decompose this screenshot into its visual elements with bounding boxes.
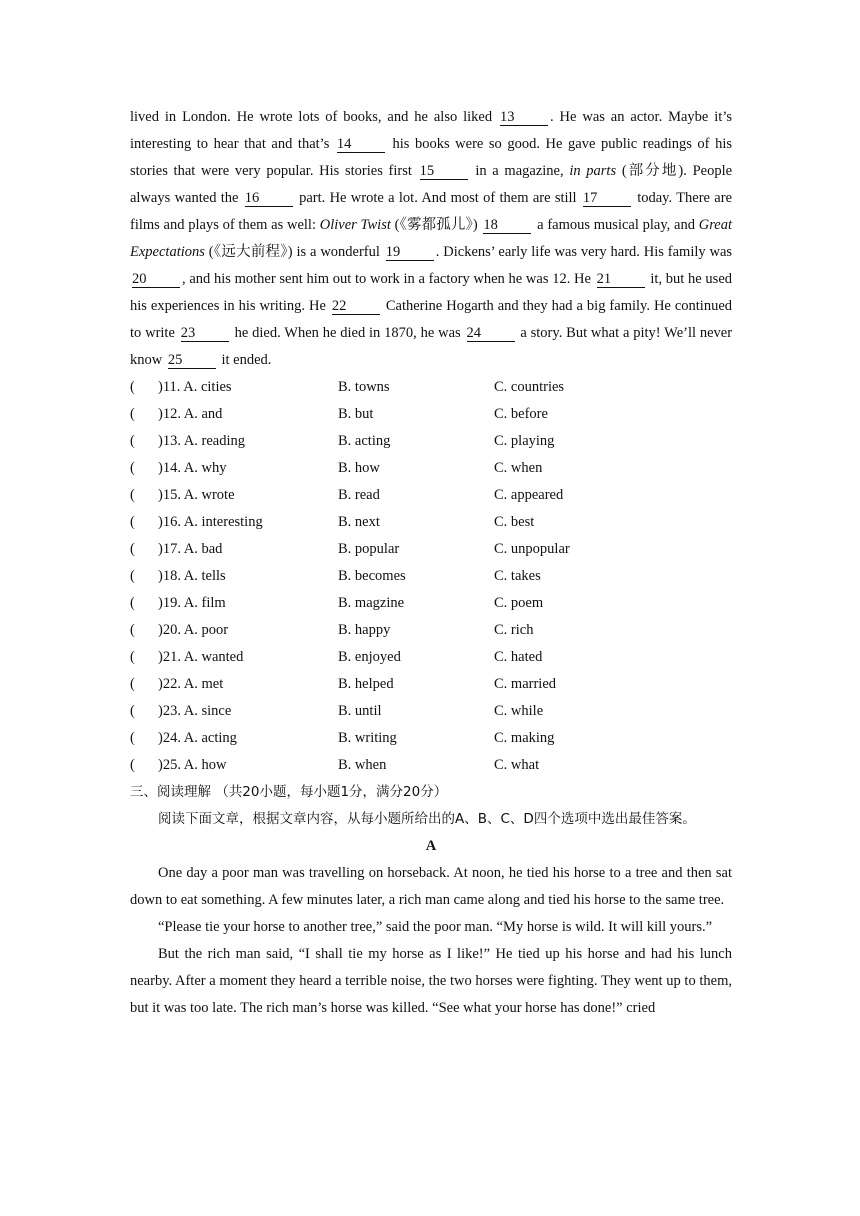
question-row (130, 374, 732, 401)
blank-13: 13 (500, 110, 548, 126)
cloze-text: Hogarth and they had a big family. He continued to write (130, 298, 733, 341)
option-b: B. happy (338, 622, 391, 638)
option-a: )18. A. tells (158, 568, 226, 584)
question-row (130, 455, 732, 482)
cloze-text: he was 12. He (508, 271, 591, 287)
cloze-text-italic: in parts (569, 163, 617, 179)
cloze-text: today. (637, 190, 673, 206)
cloze-text-italic: Great Expectations (130, 217, 733, 260)
cloze-text: . Dickens’ early life (435, 244, 551, 260)
passage-paragraph: “Please tie your horse to another tree,” said the poor man. “My horse is wild. It will kill yours.” (158, 919, 713, 935)
cloze-text: musical play, and (593, 217, 695, 233)
cloze-text: his stories that were very popular. His stories first (130, 136, 732, 179)
option-a: )23. A. since (158, 703, 232, 719)
answer-paren[interactable]: ( (130, 541, 135, 557)
option-c: C. countries (494, 379, 565, 395)
question-row (130, 563, 732, 590)
question-row (130, 428, 732, 455)
option-a: )20. A. poor (158, 622, 229, 638)
option-b: B. next (338, 514, 380, 530)
option-c: C. hated (494, 649, 543, 665)
option-b: B. until (338, 703, 382, 719)
cloze-text: , and his mother sent him out to work in a factory when (182, 271, 505, 287)
blank-20: 20 (132, 272, 180, 288)
answer-paren[interactable]: ( (130, 649, 135, 665)
blank-18: 18 (483, 218, 531, 234)
answer-paren[interactable]: ( (130, 703, 135, 719)
option-b: B. helped (338, 676, 394, 692)
option-c: C. making (494, 730, 555, 746)
option-c: C. poem (494, 595, 544, 611)
option-c: C. rich (494, 622, 534, 638)
passage-paragraph: But the rich man said, “I shall tie my horse as I like!” He tied up his horse and had his lunch nearby. After a moment they heard a terrible noise, the two horses were fighting. They went up to them, but it was too late. The rich man’s horse was killed. “See what your horse has done!” cried (130, 946, 732, 1016)
option-b: B. but (338, 406, 374, 422)
document-page (130, 104, 732, 1022)
option-b: B. writing (338, 730, 397, 746)
option-a: )11. A. cities (158, 379, 232, 395)
blank-21: 21 (597, 272, 645, 288)
cloze-text: was very hard. His family was (554, 244, 733, 260)
cloze-text: his books were so good. He gave public readings of (392, 136, 710, 152)
answer-paren[interactable]: ( (130, 622, 135, 638)
question-row (130, 698, 732, 725)
answer-paren[interactable]: ( (130, 406, 135, 422)
question-list (130, 374, 732, 779)
question-row (130, 536, 732, 563)
option-a: )15. A. wrote (158, 487, 235, 503)
blank-15: 15 (420, 164, 468, 180)
option-a: )24. A. acting (158, 730, 237, 746)
question-row (130, 752, 732, 779)
question-row (130, 509, 732, 536)
cloze-text: 1870, he was (384, 325, 461, 341)
blank-25: 25 (168, 353, 216, 369)
answer-paren[interactable]: ( (130, 676, 135, 692)
option-a: )25. A. how (158, 757, 227, 773)
option-b: B. acting (338, 433, 391, 449)
answer-paren[interactable]: ( (130, 757, 135, 773)
option-c: C. when (494, 460, 543, 476)
cloze-text: always wanted the (130, 190, 239, 206)
option-c: C. married (494, 676, 557, 692)
answer-paren[interactable]: ( (130, 595, 135, 611)
option-b: B. towns (338, 379, 390, 395)
cloze-text: Catherine (385, 298, 443, 314)
passage-paragraph: One day a poor man was travelling on horseback. At noon, he tied his horse to a tree and then sat down to eat something. A few minutes later, a rich man came along and tied his horse to the same tree. (130, 865, 732, 908)
question-row (130, 617, 732, 644)
option-c: C. what (494, 757, 540, 773)
answer-paren[interactable]: ( (130, 433, 135, 449)
option-a: )16. A. interesting (158, 514, 263, 530)
question-row (130, 590, 732, 617)
cloze-text: (《远大前程》) is a wonderful (208, 244, 380, 260)
question-row (130, 725, 732, 752)
question-row (130, 482, 732, 509)
cloze-text: in a magazine, (475, 163, 564, 179)
blank-19: 19 (386, 245, 434, 261)
cloze-text: interesting to hear that and that’s (130, 136, 330, 152)
cloze-text: (《雾都孤儿》) (394, 217, 478, 233)
cloze-text: lived in London. He wrote lots of books, and he also liked (130, 109, 493, 125)
blank-23: 23 (181, 326, 229, 342)
option-b: B. when (338, 757, 387, 773)
answer-paren[interactable]: ( (130, 487, 135, 503)
option-c: C. before (494, 406, 548, 422)
cloze-text: a famous (537, 217, 591, 233)
cloze-text: (部分地). People (621, 163, 733, 179)
option-b: B. becomes (338, 568, 406, 584)
option-c: C. best (494, 514, 535, 530)
cloze-text: he died. When he died in (234, 325, 381, 341)
option-b: B. read (338, 487, 380, 503)
blank-14: 14 (337, 137, 385, 153)
option-c: C. appeared (494, 487, 564, 503)
question-row (130, 671, 732, 698)
cloze-text: a story. But what a pity! We’ll never know (130, 325, 733, 368)
option-c: C. takes (494, 568, 541, 584)
option-b: B. magzine (338, 595, 405, 611)
section-instructions: 阅读下面文章，根据文章内容，从每小题所给出的A、B、C、D四个选项中选出最佳答案。 (158, 811, 696, 827)
option-a: )17. A. bad (158, 541, 223, 557)
cloze-text: There are films and plays of them as well: (130, 190, 733, 233)
option-b: B. how (338, 460, 380, 476)
option-a: )19. A. film (158, 595, 226, 611)
answer-paren[interactable]: ( (130, 379, 135, 395)
option-c: C. unpopular (494, 541, 570, 557)
cloze-text-italic: Oliver Twist (319, 217, 391, 233)
passage-label: A (425, 838, 437, 854)
answer-paren[interactable]: ( (130, 730, 135, 746)
option-a: )14. A. why (158, 460, 227, 476)
option-a: )13. A. reading (158, 433, 245, 449)
answer-paren[interactable]: ( (130, 460, 135, 476)
blank-22: 22 (332, 299, 380, 315)
cloze-text: it, but he used his experiences in his writing. He (130, 271, 733, 314)
blank-16: 16 (245, 191, 293, 207)
question-row (130, 644, 732, 671)
option-a: )12. A. and (158, 406, 223, 422)
cloze-text: it ended. (221, 352, 272, 368)
answer-paren[interactable]: ( (130, 514, 135, 530)
option-b: B. enjoyed (338, 649, 401, 665)
cloze-text: . He was an actor. Maybe it’s (550, 109, 732, 125)
cloze-text: part. He wrote a lot. And most of them are still (299, 190, 577, 206)
option-a: )21. A. wanted (158, 649, 244, 665)
blank-24: 24 (467, 326, 515, 342)
section-title: 三、阅读理解 （共20小题，每小题1分，满分20分） (130, 784, 448, 800)
cloze-passage (130, 104, 732, 374)
option-c: C. while (494, 703, 544, 719)
option-a: )22. A. met (158, 676, 224, 692)
blank-17: 17 (583, 191, 631, 207)
answer-paren[interactable]: ( (130, 568, 135, 584)
option-c: C. playing (494, 433, 555, 449)
question-row (130, 401, 732, 428)
option-b: B. popular (338, 541, 400, 557)
